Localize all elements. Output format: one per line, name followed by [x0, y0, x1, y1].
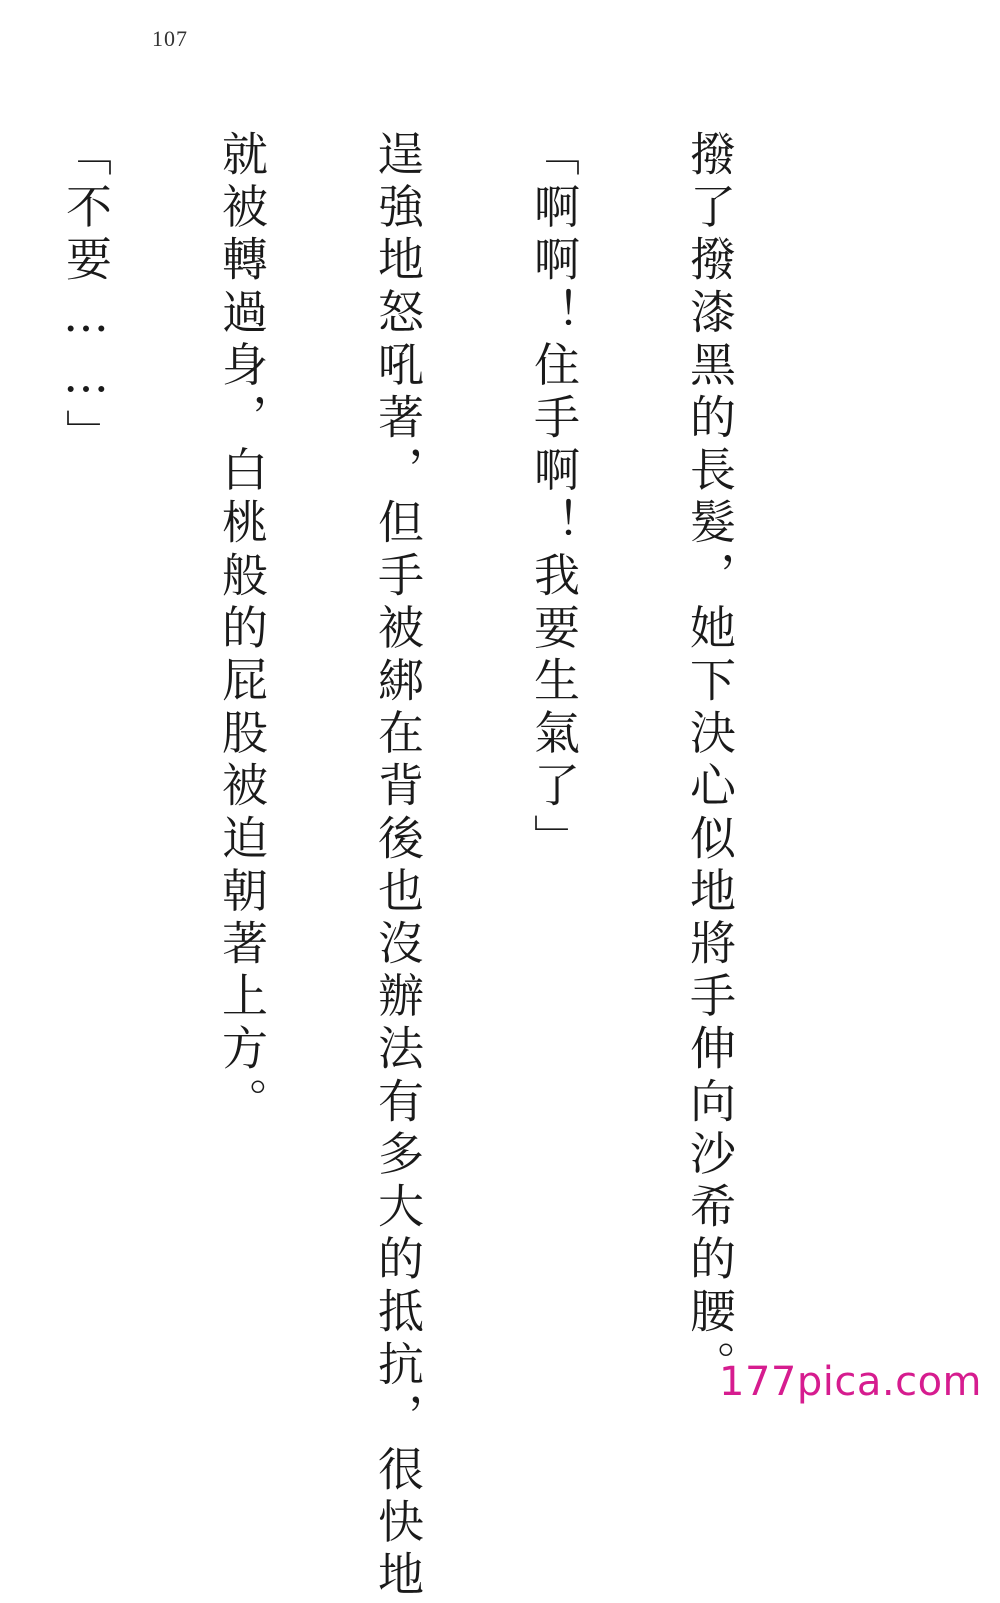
text-line: 撥了撥漆黑的長髮，她下決心似地將手伸向沙希的腰。	[683, 130, 737, 1393]
text-line: 逞強地怒吼著，但手被綁在背後也沒辦法有多大的抵抗，很快地	[371, 130, 425, 1603]
page-number: 107	[152, 26, 188, 51]
text-line: 「啊啊！住手啊！我要生氣了」	[527, 130, 581, 867]
text-line: 就被轉過身，白桃般的屁股被迫朝著上方。	[215, 130, 269, 1130]
text-line: 「不要……」	[59, 130, 113, 462]
watermark-link[interactable]: 177pica.com	[719, 1359, 982, 1405]
vertical-text-body	[59, 130, 840, 1603]
